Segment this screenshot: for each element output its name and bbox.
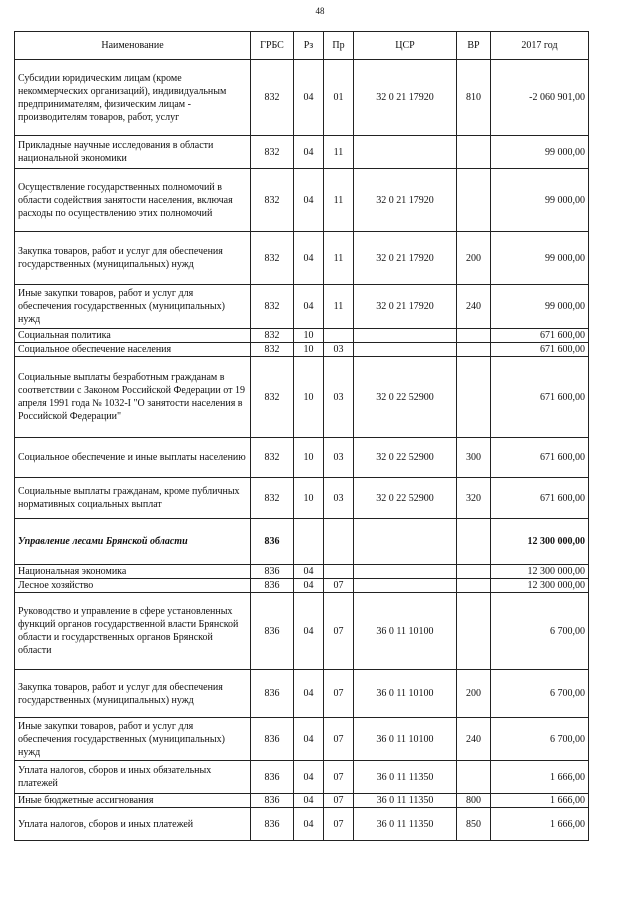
cell-grbs: 832 (251, 478, 294, 519)
cell-rz: 10 (294, 438, 324, 478)
cell-vr: 810 (457, 60, 491, 136)
cell-amount: 671 600,00 (491, 357, 589, 438)
cell-rz: 04 (294, 232, 324, 285)
header-rz: Рз (294, 32, 324, 60)
cell-pr: 01 (324, 60, 354, 136)
cell-name: Социальные выплаты гражданам, кроме публичных нормативных социальных выплат (15, 478, 251, 519)
cell-csr: 32 0 21 17920 (354, 232, 457, 285)
cell-grbs: 832 (251, 357, 294, 438)
header-vr: ВР (457, 32, 491, 60)
cell-rz: 04 (294, 761, 324, 794)
cell-rz: 04 (294, 60, 324, 136)
cell-name: Социальное обеспечение населения (15, 343, 251, 357)
table-row (15, 285, 589, 329)
cell-vr: 200 (457, 232, 491, 285)
cell-vr (457, 593, 491, 670)
table-row (15, 808, 589, 841)
table-row (15, 169, 589, 232)
cell-grbs: 836 (251, 718, 294, 761)
cell-name: Социальное обеспечение и иные выплаты населению (15, 438, 251, 478)
cell-pr: 07 (324, 593, 354, 670)
cell-csr: 32 0 21 17920 (354, 60, 457, 136)
cell-name: Лесное хозяйство (15, 579, 251, 593)
cell-vr (457, 519, 491, 565)
cell-vr (457, 329, 491, 343)
table-row (15, 343, 589, 357)
cell-csr (354, 519, 457, 565)
cell-csr (354, 329, 457, 343)
cell-pr: 11 (324, 232, 354, 285)
table-row (15, 593, 589, 670)
cell-csr (354, 565, 457, 579)
cell-amount: 671 600,00 (491, 478, 589, 519)
table-row (15, 60, 589, 136)
cell-name: Иные закупки товаров, работ и услуг для обеспечения государственных (муниципальных) нужд (15, 285, 251, 329)
cell-name: Социальные выплаты безработным гражданам в соответствии с Законом Российской Федерации от 19 апреля 1991 года № 1032-I "О занятости населения в Российской Федерации" (15, 357, 251, 438)
cell-pr: 03 (324, 343, 354, 357)
cell-csr (354, 343, 457, 357)
cell-pr: 11 (324, 136, 354, 169)
header-csr: ЦСР (354, 32, 457, 60)
cell-name: Субсидии юридическим лицам (кроме некоммерческих организаций), индивидуальным предпринимателям, физическим лицам - производителям товаров, работ, услуг (15, 60, 251, 136)
cell-name: Уплата налогов, сборов и иных обязательных платежей (15, 761, 251, 794)
cell-rz: 04 (294, 718, 324, 761)
cell-grbs: 836 (251, 808, 294, 841)
cell-rz: 10 (294, 329, 324, 343)
cell-vr: 300 (457, 438, 491, 478)
cell-amount: 12 300 000,00 (491, 565, 589, 579)
table-row (15, 565, 589, 579)
cell-vr (457, 136, 491, 169)
table-row (15, 519, 589, 565)
cell-rz: 04 (294, 579, 324, 593)
cell-grbs: 836 (251, 579, 294, 593)
cell-csr: 36 0 11 10100 (354, 670, 457, 718)
cell-amount: 6 700,00 (491, 670, 589, 718)
cell-pr (324, 329, 354, 343)
cell-rz: 10 (294, 343, 324, 357)
header-grbs: ГРБС (251, 32, 294, 60)
cell-rz (294, 519, 324, 565)
cell-name: Прикладные научные исследования в области национальной экономики (15, 136, 251, 169)
cell-name: Иные закупки товаров, работ и услуг для обеспечения государственных (муниципальных) нужд (15, 718, 251, 761)
cell-rz: 04 (294, 593, 324, 670)
cell-pr: 03 (324, 357, 354, 438)
cell-pr: 07 (324, 579, 354, 593)
cell-vr (457, 565, 491, 579)
cell-pr (324, 519, 354, 565)
page-number: 48 (315, 6, 325, 16)
cell-amount: 6 700,00 (491, 718, 589, 761)
cell-rz: 04 (294, 285, 324, 329)
table-row (15, 579, 589, 593)
table-row (15, 329, 589, 343)
cell-rz: 04 (294, 565, 324, 579)
table-row (15, 761, 589, 794)
cell-vr: 200 (457, 670, 491, 718)
cell-name: Закупка товаров, работ и услуг для обеспечения государственных (муниципальных) нужд (15, 670, 251, 718)
cell-rz: 04 (294, 794, 324, 808)
cell-grbs: 832 (251, 329, 294, 343)
budget-table (14, 31, 589, 841)
cell-csr: 36 0 11 11350 (354, 794, 457, 808)
cell-name: Управление лесами Брянской области (15, 519, 251, 565)
cell-name: Уплата налогов, сборов и иных платежей (15, 808, 251, 841)
table-row (15, 438, 589, 478)
cell-csr: 32 0 22 52900 (354, 478, 457, 519)
cell-amount: 99 000,00 (491, 285, 589, 329)
cell-pr: 07 (324, 794, 354, 808)
table-row (15, 478, 589, 519)
cell-pr (324, 565, 354, 579)
cell-name: Осуществление государственных полномочий в области содействия занятости населения, включая расходы по осуществлению этих полномочий (15, 169, 251, 232)
cell-amount: 12 300 000,00 (491, 519, 589, 565)
cell-amount: 671 600,00 (491, 343, 589, 357)
cell-amount: 1 666,00 (491, 808, 589, 841)
cell-pr: 07 (324, 670, 354, 718)
cell-vr: 240 (457, 718, 491, 761)
cell-csr: 32 0 22 52900 (354, 357, 457, 438)
cell-grbs: 836 (251, 761, 294, 794)
cell-name: Закупка товаров, работ и услуг для обеспечения государственных (муниципальных) нужд (15, 232, 251, 285)
cell-vr (457, 357, 491, 438)
cell-rz: 04 (294, 670, 324, 718)
cell-rz: 10 (294, 478, 324, 519)
cell-rz: 10 (294, 357, 324, 438)
header-name: Наименование (15, 32, 251, 60)
cell-grbs: 832 (251, 285, 294, 329)
cell-grbs: 832 (251, 232, 294, 285)
header-pr: Пр (324, 32, 354, 60)
cell-csr: 36 0 11 11350 (354, 808, 457, 841)
cell-grbs: 832 (251, 136, 294, 169)
cell-vr: 320 (457, 478, 491, 519)
cell-rz: 04 (294, 136, 324, 169)
cell-grbs: 836 (251, 794, 294, 808)
table-row (15, 794, 589, 808)
table-row (15, 718, 589, 761)
cell-amount: 12 300 000,00 (491, 579, 589, 593)
cell-name: Иные бюджетные ассигнования (15, 794, 251, 808)
table-row (15, 136, 589, 169)
cell-grbs: 832 (251, 438, 294, 478)
cell-amount: 671 600,00 (491, 438, 589, 478)
cell-name: Руководство и управление в сфере установленных функций органов государственной власти Брянской области и государственных органов Брянской области (15, 593, 251, 670)
cell-grbs: 836 (251, 670, 294, 718)
cell-pr: 11 (324, 169, 354, 232)
cell-grbs: 836 (251, 565, 294, 579)
cell-name: Национальная экономика (15, 565, 251, 579)
cell-amount: 6 700,00 (491, 593, 589, 670)
cell-grbs: 832 (251, 60, 294, 136)
cell-vr: 800 (457, 794, 491, 808)
table-header-row (15, 32, 589, 60)
cell-csr: 32 0 21 17920 (354, 285, 457, 329)
cell-csr: 32 0 22 52900 (354, 438, 457, 478)
table-row (15, 670, 589, 718)
table-row (15, 232, 589, 285)
cell-name: Социальная политика (15, 329, 251, 343)
cell-grbs: 836 (251, 593, 294, 670)
cell-csr: 36 0 11 10100 (354, 593, 457, 670)
cell-rz: 04 (294, 169, 324, 232)
cell-amount: 1 666,00 (491, 794, 589, 808)
cell-csr: 36 0 11 10100 (354, 718, 457, 761)
cell-amount: 1 666,00 (491, 761, 589, 794)
table-row (15, 357, 589, 438)
header-amount: 2017 год (491, 32, 589, 60)
cell-vr (457, 343, 491, 357)
cell-rz: 04 (294, 808, 324, 841)
cell-amount: -2 060 901,00 (491, 60, 589, 136)
cell-vr (457, 761, 491, 794)
cell-pr: 07 (324, 808, 354, 841)
cell-amount: 671 600,00 (491, 329, 589, 343)
cell-pr: 07 (324, 761, 354, 794)
cell-pr: 07 (324, 718, 354, 761)
cell-csr: 32 0 21 17920 (354, 169, 457, 232)
cell-csr (354, 579, 457, 593)
cell-amount: 99 000,00 (491, 232, 589, 285)
cell-amount: 99 000,00 (491, 169, 589, 232)
cell-pr: 03 (324, 478, 354, 519)
cell-vr: 240 (457, 285, 491, 329)
cell-grbs: 836 (251, 519, 294, 565)
cell-pr: 11 (324, 285, 354, 329)
cell-amount: 99 000,00 (491, 136, 589, 169)
cell-grbs: 832 (251, 343, 294, 357)
cell-vr (457, 579, 491, 593)
cell-csr (354, 136, 457, 169)
cell-pr: 03 (324, 438, 354, 478)
cell-vr: 850 (457, 808, 491, 841)
cell-vr (457, 169, 491, 232)
cell-csr: 36 0 11 11350 (354, 761, 457, 794)
cell-grbs: 832 (251, 169, 294, 232)
